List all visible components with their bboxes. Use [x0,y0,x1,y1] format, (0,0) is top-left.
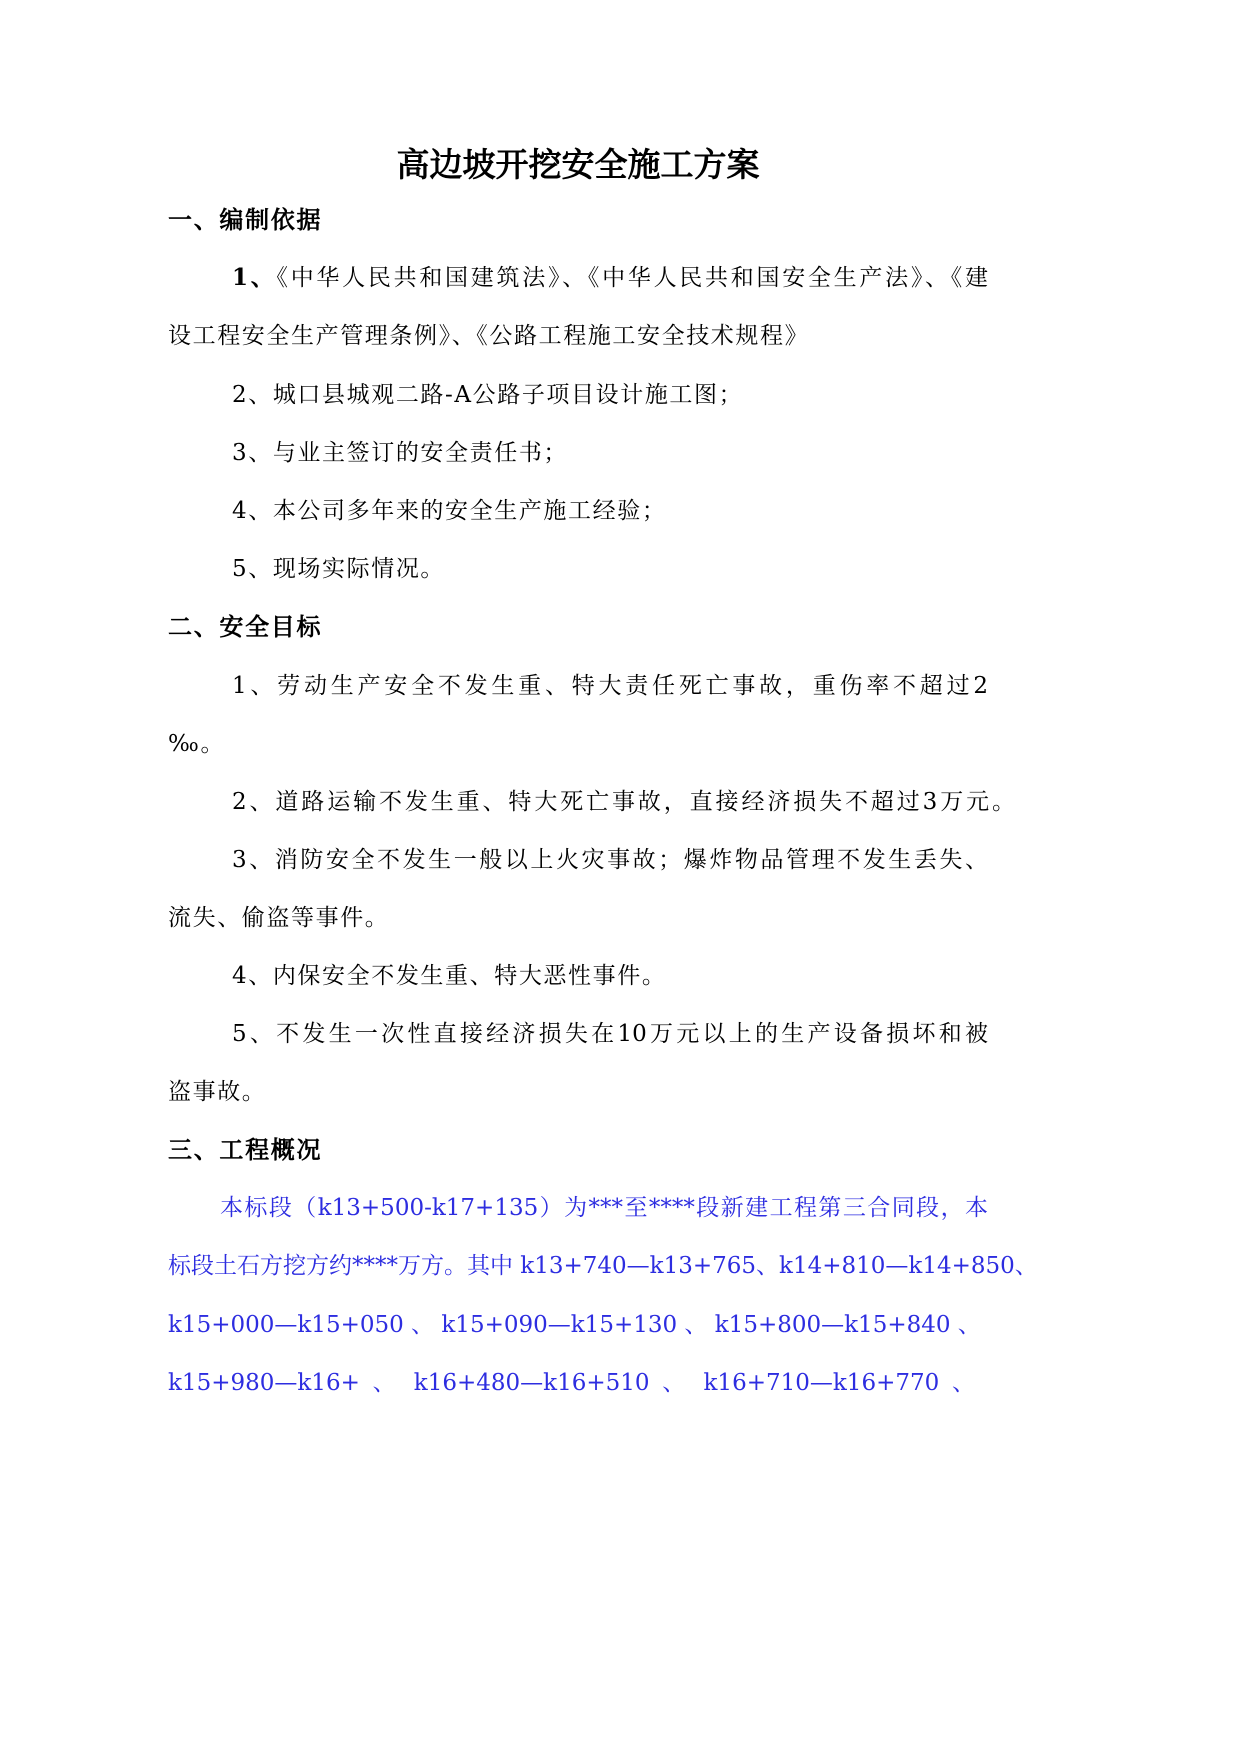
goal-item-2: 2、道路运输不发生重、特大死亡事故，直接经济损失不超过3万元。 [232,789,1015,815]
section-heading-basis: 一、编制依据 [168,205,323,234]
basis-item-2: 2、城口县城观二路-A公路子项目设计施工图； [232,382,744,408]
document-title: 高边坡开挖安全施工方案 [396,145,760,184]
basis-item-3: 3、与业主签订的安全责任书； [232,440,569,466]
overview-line-4: k15+980—k16+ 、 k16+480—k16+510 、 k16+710—k16+770 、 [168,1370,975,1396]
goal-item-5-line-1: 5、不发生一次性直接经济损失在10万元以上的生产设备损坏和被 [232,1021,988,1047]
overview-line-3: k15+000—k15+050 、 k15+090—k15+130 、 k15+800—k15+840 、 [168,1312,981,1338]
basis-item-1-number: 1、 [232,264,277,291]
goal-item-1-line-2: ‰。 [168,731,226,757]
section-heading-safety-goals: 二、安全目标 [168,612,323,641]
goal-item-3-line-2: 流失、偷盗等事件。 [168,905,390,931]
goal-item-3-line-1: 3、消防安全不发生一般以上火灾事故；爆炸物品管理不发生丢失、 [232,847,988,873]
basis-item-5: 5、现场实际情况。 [232,556,446,582]
goal-item-4: 4、内保安全不发生重、特大恶性事件。 [232,963,667,989]
goal-item-5-line-2: 盗事故。 [168,1079,267,1105]
overview-line-2: 标段土石方挖方约****万方。其中 k13+740—k13+765、k14+810—k14+850、 [168,1253,1038,1279]
basis-item-1-line-1 [232,258,988,298]
basis-item-1-text: 《中华人民共和国建筑法》、《中华人民共和国安全生产法》、《建 [276,265,989,291]
goal-item-1-line-1: 1、劳动生产安全不发生重、特大责任死亡事故，重伤率不超过2 [232,673,988,699]
basis-item-1-line-2: 设工程安全生产管理条例》、《公路工程施工安全技术规程》 [168,323,810,349]
overview-line-1: 本标段（k13+500-k17+135）为***至****段新建工程第三合同段，本 [220,1195,988,1221]
section-heading-project-overview: 三、工程概况 [168,1135,323,1164]
basis-item-4: 4、本公司多年来的安全生产施工经验； [232,498,667,524]
